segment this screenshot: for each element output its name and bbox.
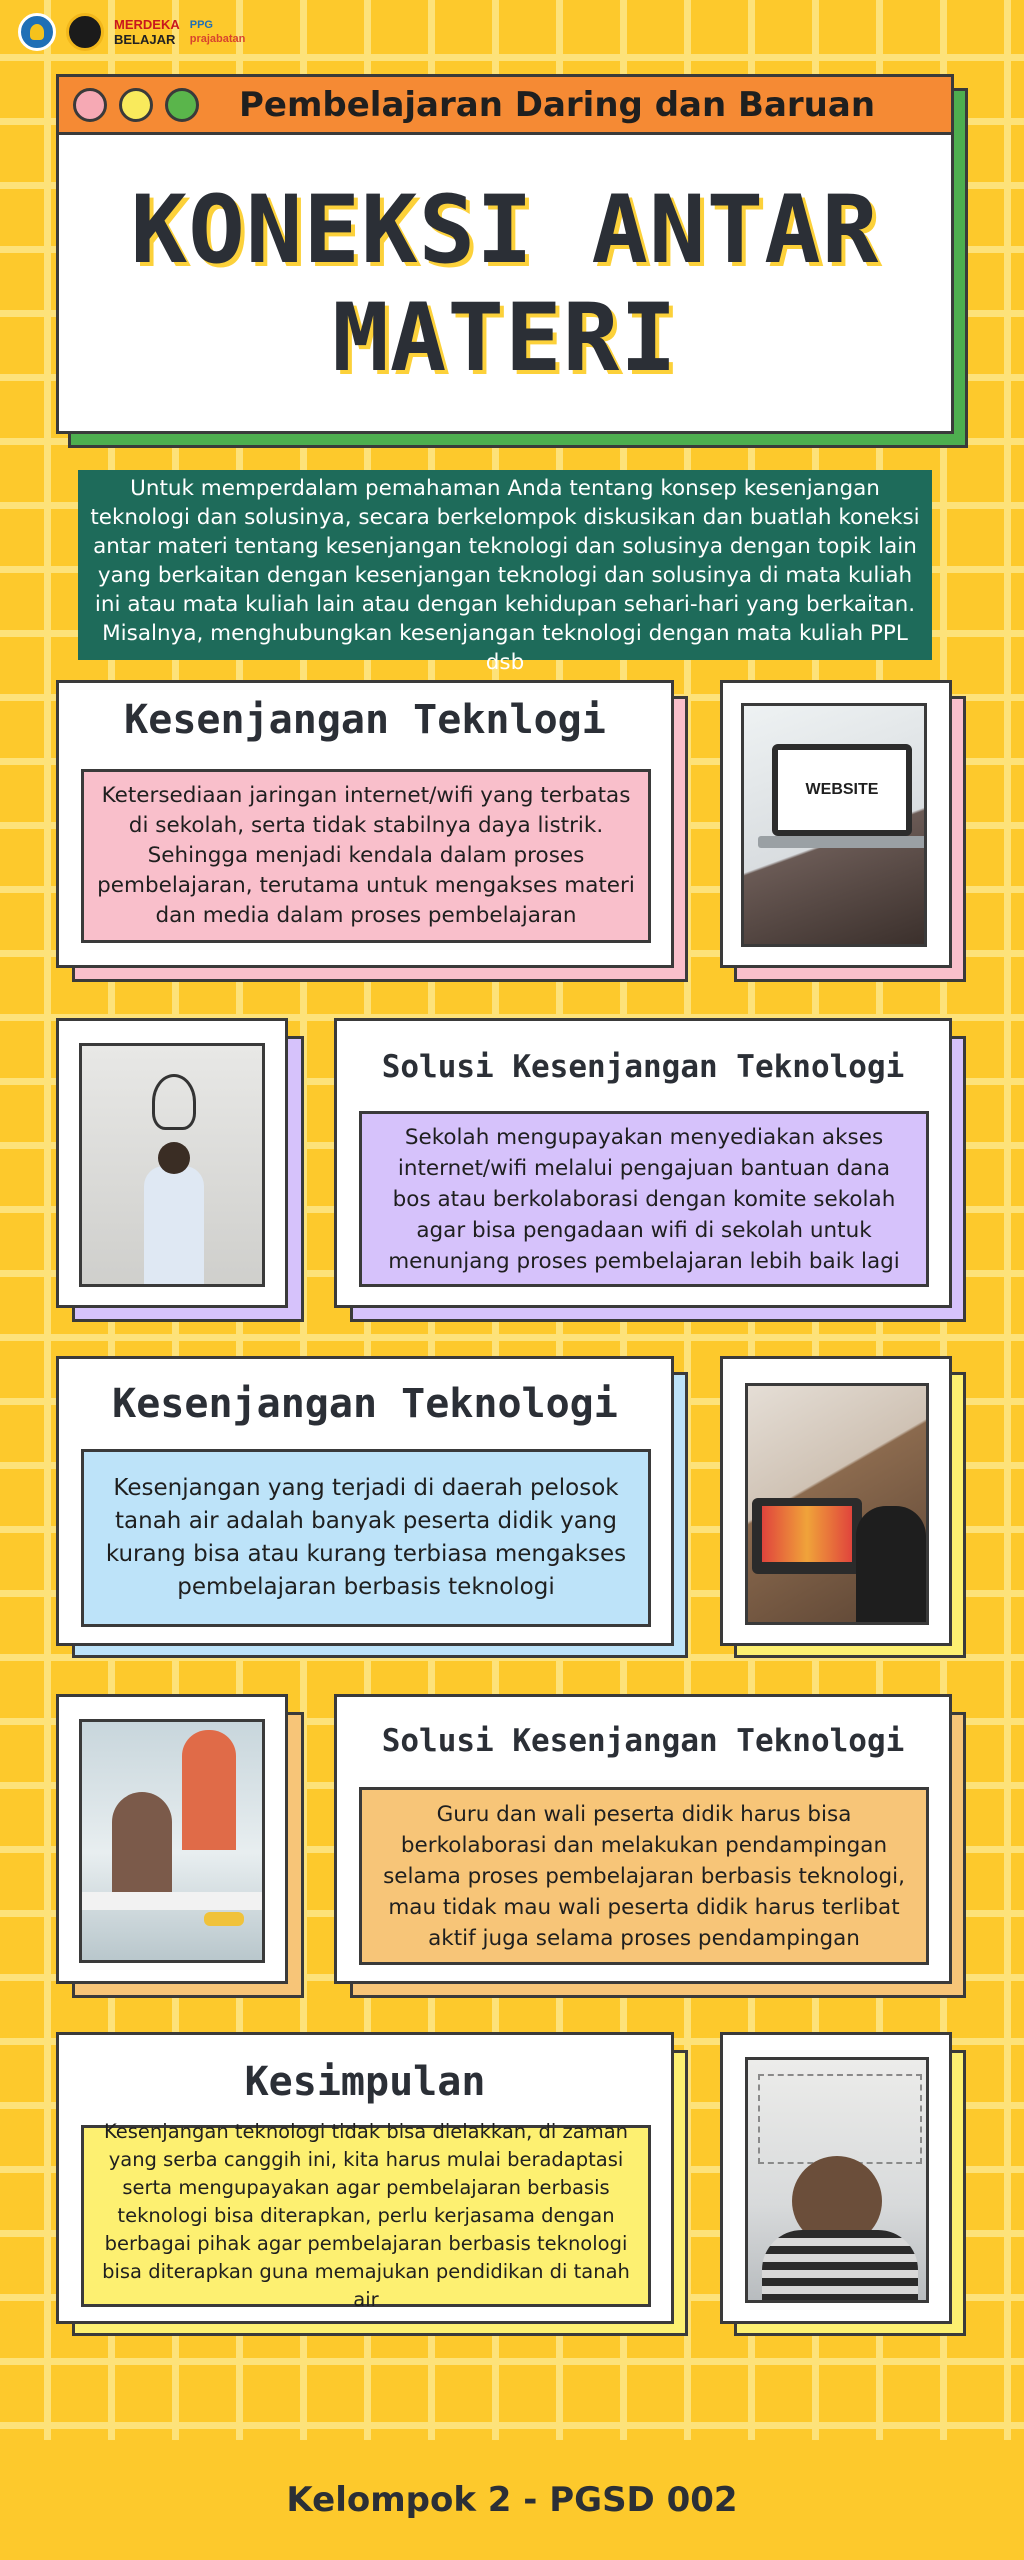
man-whiteboard-photo	[745, 2057, 929, 2303]
laptop-website-photo	[741, 703, 927, 947]
window-bar-title: Pembelajaran Daring dan Baruan	[239, 84, 876, 125]
website-label: WEBSITE	[805, 781, 879, 798]
ppg-line: PPG	[189, 19, 213, 31]
section-2-card	[334, 1018, 952, 1308]
header-logos	[18, 12, 245, 52]
section-1-photo-frame	[720, 680, 952, 968]
section-5-card	[56, 2032, 674, 2324]
title-window-bar	[59, 77, 951, 135]
girl-figure-icon	[112, 1792, 172, 1892]
laptop-screen-icon	[762, 1506, 852, 1562]
belajar-line: BELAJAR	[114, 32, 176, 47]
page-title	[59, 139, 951, 431]
section-1-body: Ketersediaan jaringan internet/wifi yang terbatas di sekolah, serta tidak stabilnya daya listrik. Sehingga menjadi kendala dalam proses pembelajaran, terutama untuk mengakses materi dan media dalam proses pembelajaran	[81, 769, 651, 943]
laptop-screen-icon	[772, 744, 912, 836]
merdeka-belajar-emblem	[66, 13, 104, 51]
boy-figure-icon	[182, 1730, 236, 1850]
children-laptop-photo	[745, 1383, 929, 1625]
toy-icon	[204, 1912, 244, 1926]
man-figure-icon	[144, 1166, 204, 1287]
section-2-title: Solusi Kesenjangan Teknologi	[381, 1049, 905, 1085]
kids-desk-photo	[79, 1719, 265, 1963]
child-figure-icon	[856, 1506, 926, 1625]
laptop-keyboard-icon	[758, 836, 927, 848]
merdeka-line: MERDEKA	[114, 17, 180, 32]
section-1-card	[56, 680, 674, 968]
section-4-body: Guru dan wali peserta didik harus bisa berkolaborasi dan melakukan pendampingan selama proses pembelajaran berbasis teknologi, mau tidak mau wali peserta didik harus terlibat aktif juga selama proses pendampingan	[359, 1787, 929, 1965]
section-5-photo-frame	[720, 2032, 952, 2324]
prajabatan-line: prajabatan	[189, 33, 246, 45]
section-4-title: Solusi Kesenjangan Teknologi	[381, 1723, 905, 1759]
whiteboard-notes-icon	[758, 2074, 922, 2164]
man-idea-sketch-photo	[79, 1043, 265, 1287]
window-dot-yellow-icon	[119, 88, 153, 122]
section-3-body: Kesenjangan yang terjadi di daerah pelosok tanah air adalah banyak peserta didik yang kurang bisa atau kurang terbiasa mengakses pembelajaran berbasis teknologi	[81, 1449, 651, 1627]
lightbulb-icon	[152, 1074, 196, 1130]
section-2-body: Sekolah mengupayakan menyediakan akses internet/wifi melalui pengajuan bantuan dana bos atau berkolaborasi dengan komite sekolah agar bisa pengadaan wifi di sekolah untuk menunjang proses pembelajaran lebih baik lagi	[359, 1111, 929, 1287]
title-line-1: KONEKSI ANTAR	[130, 176, 880, 285]
tut-wuri-handayani-logo	[18, 13, 56, 51]
section-2-photo-frame	[56, 1018, 288, 1308]
section-5-body: Kesenjangan teknologi tidak bisa dielakkan, di zaman yang serba canggih ini, kita harus mulai beradaptasi serta mengupayakan agar pembelajaran berbasis teknologi bisa diterapkan, perlu kerjasama dengan berbagai pihak agar pembelajaran berbasis teknologi bisa diterapkan guna memajukan pendidikan di tanah air	[81, 2125, 651, 2307]
section-1-title: Kesenjangan Teknlogi	[124, 697, 606, 743]
merdeka-belajar-logo	[114, 17, 180, 47]
section-5-title: Kesimpulan	[244, 2059, 486, 2105]
section-4-photo-frame	[56, 1694, 288, 1984]
footer-credit: Kelompok 2 - PGSD 002	[286, 2480, 738, 2520]
section-3-photo-frame	[720, 1356, 952, 1646]
title-line-2: MATERI	[332, 284, 678, 393]
striped-sweater-icon	[762, 2230, 918, 2303]
window-dot-pink-icon	[73, 88, 107, 122]
section-3-card	[56, 1356, 674, 1646]
title-window	[56, 74, 954, 434]
section-3-title: Kesenjangan Teknologi	[112, 1381, 618, 1427]
man-head-icon	[158, 1142, 190, 1174]
ppg-prajabatan-logo	[190, 18, 246, 46]
intro-text: Untuk memperdalam pemahaman Anda tentang konsep kesenjangan teknologi dan solusinya, secara berkelompok diskusikan dan buatlah koneksi antar materi tentang kesenjangan teknologi dan solusinya dengan topik lain yang berkaitan dengan kesenjangan teknologi dan solusinya di mata kuliah ini atau mata kuliah lain atau dengan kehidupan sehari-hari yang berkaitan. Misalnya, menghubungkan kesenjangan teknologi dengan mata kuliah PPL dsb	[90, 476, 920, 675]
desk-icon	[82, 1892, 265, 1910]
section-4-card	[334, 1694, 952, 1984]
window-dot-green-icon	[165, 88, 199, 122]
